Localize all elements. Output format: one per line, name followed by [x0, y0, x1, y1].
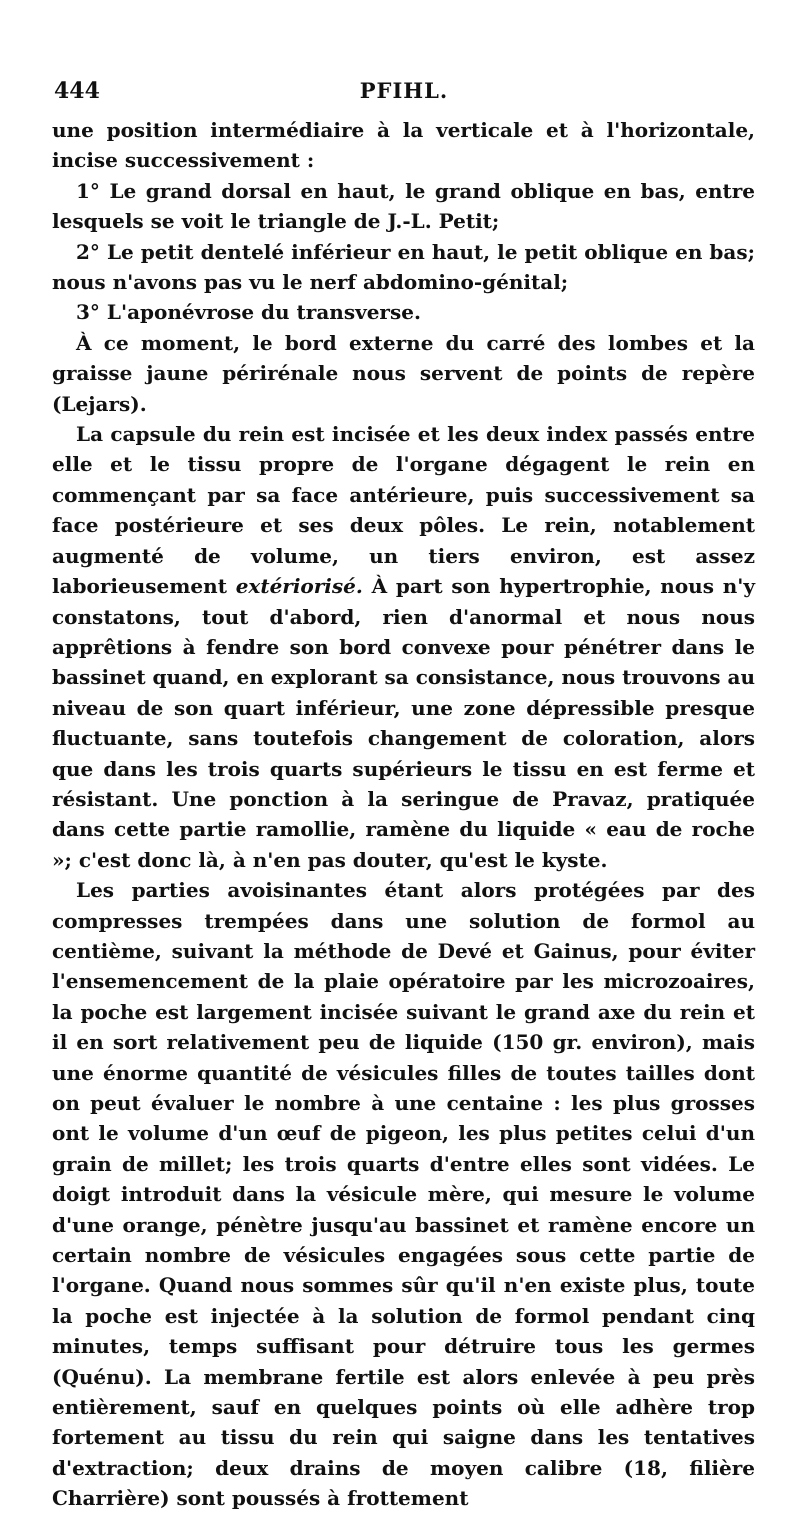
paragraph: À ce moment, le bord externe du carré des lombes et la graisse jaune périrénale nous servent de points de repère (Lejars).	[52, 330, 755, 416]
page-body	[52, 115, 755, 1514]
paragraph: une position intermédiaire à la verticale et à l'horizontale, incise successivement :	[52, 118, 755, 173]
paragraph	[52, 419, 755, 875]
paragraph: 1° Le grand dorsal en haut, le grand oblique en bas, entre lesquels se voit le triangle de J.-L. Petit;	[52, 178, 755, 234]
paragraph-text: La capsule du rein est incisée et les deux index passés entre elle et le tissu propre de l'organe dégagent le rein en commençant par sa face antérieure, puis successivement sa face postérieure et ses deux pôles. Le rein, notablement augmenté de volume, un tiers environ, est assez laborieusement	[52, 422, 755, 599]
paragraph: 2° Le petit dentelé inférieur en haut, le petit oblique en bas; nous n'avons pas vu le nerf abdomino-génital;	[52, 239, 755, 295]
page-header	[54, 78, 754, 108]
paragraph-text: À part son hypertrophie, nous n'y constatons, tout d'abord, rien d'anormal et nous nous apprêtions à fendre son bord convexe pour pénétrer dans le bassinet quand, en explorant sa consistance, nous trouvons au niveau de son quart inférieur, une zone dépressible presque fluctuante, sans toutefois changement de coloration, alors que dans les trois quarts supérieurs le tissu en est ferme et résistant. Une ponction à la seringue de Pravaz, pratiquée dans cette partie ramollie, ramène du liquide « eau de roche »; c'est donc là, à n'en pas douter, qu'est le kyste.	[52, 574, 755, 872]
paragraph: Les parties avoisinantes étant alors protégées par des compresses trempées dans une solution de formol au centième, suivant la méthode de Devé et Gainus, pour éviter l'ensemencement de la plaie opératoire par les microzoaires, la poche est largement incisée suivant le grand axe du rein et il en sort relativement peu de liquide (150 gr. environ), mais une énorme quantité de vésicules filles de toutes tailles dont on peut évaluer le nombre à une centaine : les plus grosses ont le volume d'un œuf de pigeon, les plus petites celui d'un grain de millet; les trois quarts d'entre elles sont vidées. Le doigt introduit dans la vésicule mère, qui mesure le volume d'une orange, pénètre jusqu'au bassinet et ramène encore un certain nombre de vésicules engagées sous cette partie de l'organe. Quand nous sommes sûr qu'il n'en existe plus, toute la poche est injectée à la solution de formol pendant cinq minutes, temps suffisant pour détruire tous les germes (Quénu). La membrane fertile est alors enlevée à peu près entièrement, sauf en quelques points où elle adhère trop fortement au tissu du rein qui saigne dans les tentatives d'extraction; deux drains de moyen calibre (18, filière Charrière) sont poussés à frottement	[52, 878, 755, 1511]
paragraph: 3° L'aponévrose du transverse.	[76, 300, 421, 325]
running-title: PFIHL.	[359, 78, 449, 103]
page-number: 444	[54, 78, 100, 104]
italic-term: extériorisé.	[235, 574, 363, 599]
